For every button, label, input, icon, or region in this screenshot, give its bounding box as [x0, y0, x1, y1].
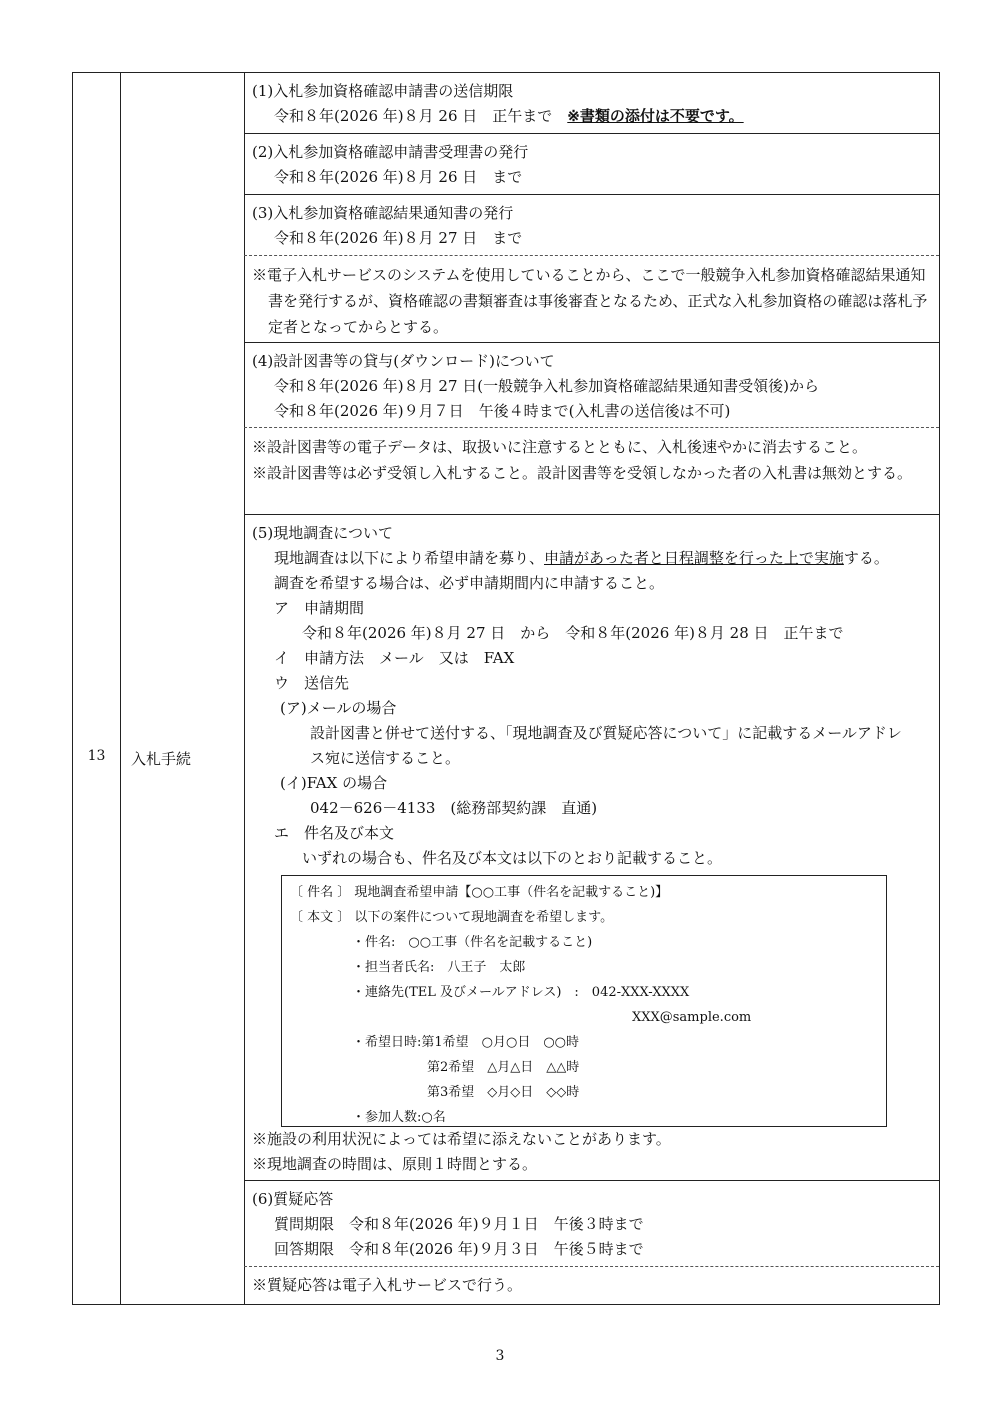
- email-case-text-2: ス宛に送信すること。: [310, 749, 461, 767]
- section-5-note-1: ※施設の利用状況によっては希望に添えないことがあります。: [252, 1130, 671, 1148]
- section-6-note: [244, 1266, 939, 1306]
- answer-deadline: 回答期限 令和８年(2026 年)９月３日 午後５時まで: [274, 1240, 644, 1258]
- section-1: [244, 73, 939, 133]
- destination-heading: ウ 送信先: [274, 674, 350, 692]
- template-contact: ・連絡先(TEL 及びメールアドレス) : 042-XXX-XXXX: [352, 985, 690, 1000]
- template-email: XXX@sample.com: [632, 1010, 752, 1025]
- section-2-date: 令和８年(2026 年)８月 26 日 まで: [274, 168, 523, 186]
- request-template-box: [281, 875, 887, 1127]
- question-deadline: 質問期限 令和８年(2026 年)９月１日 午後３時まで: [274, 1215, 644, 1233]
- section-3-note-text: ※電子入札サービスのシステムを使用していることから、ここで一般競争入札参加資格確認結果通知書を発行するが、資格確認の書類審査は事後審査となるため、正式な入札参加資格の確認は落札予定者となってからとする。: [252, 266, 928, 336]
- section-4-line2: 令和８年(2026 年)９月７日 午後４時まで(入札書の送信後は不可): [274, 402, 731, 420]
- row-number: 13: [87, 748, 106, 764]
- section-5-heading: (5)現地調査について: [252, 524, 393, 542]
- template-body: 〔 本文 〕 以下の案件について現地調査を希望します。: [290, 910, 614, 925]
- template-wish-3: 第3希望 ◇月◇日 ◇◇時: [427, 1085, 580, 1100]
- section-6-note-text: ※質疑応答は電子入札サービスで行う。: [252, 1276, 523, 1294]
- application-method: イ 申請方法 メール 又は FAX: [274, 649, 515, 667]
- page-number: 3: [495, 1348, 505, 1364]
- column-divider: [120, 73, 121, 1304]
- template-item-name: ・件名: ○○工事（件名を記載すること): [352, 935, 593, 950]
- fax-number: 042－626－4133 (総務部契約課 直通): [310, 799, 598, 817]
- section-5-para-2: 調査を希望する場合は、必ず申請期間内に申請すること。: [274, 574, 665, 592]
- section-6: [244, 1180, 939, 1266]
- section-2-heading: (2)入札参加資格確認申請書受理書の発行: [252, 143, 529, 161]
- procedure-table: [72, 72, 940, 1305]
- template-subject: 〔 件名 〕 現地調査希望申請【○○工事（件名を記載すること)】: [290, 885, 669, 900]
- section-4-heading: (4)設計図書等の貸与(ダウンロード)について: [252, 352, 555, 370]
- section-1-date: 令和８年(2026 年)８月 26 日 正午まで ※書類の添付は不要です。: [274, 107, 744, 125]
- fax-case-heading: (イ)FAX の場合: [280, 774, 388, 792]
- section-1-heading: (1)入札参加資格確認申請書の送信期限: [252, 82, 514, 100]
- section-5-para-1: 現地調査は以下により希望申請を募り、申請があった者と日程調整を行った上で実施する。: [274, 549, 889, 567]
- section-4-note-1: ※設計図書等の電子データは、取扱いに注意するとともに、入札後速やかに消去すること。: [252, 438, 868, 456]
- template-people: ・参加人数:○名: [352, 1110, 446, 1125]
- email-case-text-1: 設計図書と併せて送付する、「現地調査及び質疑応答について」に記載するメールアドレ: [310, 724, 902, 742]
- template-wish-2: 第2希望 △月△日 △△時: [427, 1060, 580, 1075]
- section-4-note-2: ※設計図書等は必ず受領し入札すること。設計図書等を受領しなかった者の入札書は無効とする。: [252, 464, 913, 482]
- subject-body-heading: エ 件名及び本文: [274, 824, 395, 842]
- application-period-text: 令和８年(2026 年)８月 27 日 から 令和８年(2026 年)８月 28 日 正午まで: [302, 624, 844, 642]
- section-4-line1: 令和８年(2026 年)８月 27 日(一般競争入札参加資格確認結果通知書受領後)から: [274, 377, 819, 395]
- row-label: 入札手続: [131, 750, 192, 768]
- section-2: [244, 133, 939, 194]
- section-5-note-2: ※現地調査の時間は、原則１時間とする。: [252, 1155, 538, 1173]
- section-3-date: 令和８年(2026 年)８月 27 日 まで: [274, 229, 523, 247]
- section-6-heading: (6)質疑応答: [252, 1190, 334, 1208]
- application-period-heading: ア 申請期間: [274, 599, 365, 617]
- section-3: [244, 194, 939, 255]
- section-5: [244, 514, 939, 1180]
- template-wish-1: ・希望日時:第1希望 ○月○日 ○○時: [352, 1035, 580, 1050]
- section-5-notes: [252, 1127, 671, 1177]
- section-4: [244, 342, 939, 427]
- email-case-heading: (ア)メールの場合: [280, 699, 397, 717]
- section-3-note: [244, 255, 939, 342]
- section-4-notes: [244, 427, 939, 514]
- subject-body-text: いずれの場合も、件名及び本文は以下のとおり記載すること。: [302, 849, 723, 867]
- section-3-heading: (3)入札参加資格確認結果通知書の発行: [252, 204, 514, 222]
- template-person: ・担当者氏名: 八王子 太郎: [352, 960, 526, 975]
- attachment-note: ※書類の添付は不要です。: [567, 107, 744, 125]
